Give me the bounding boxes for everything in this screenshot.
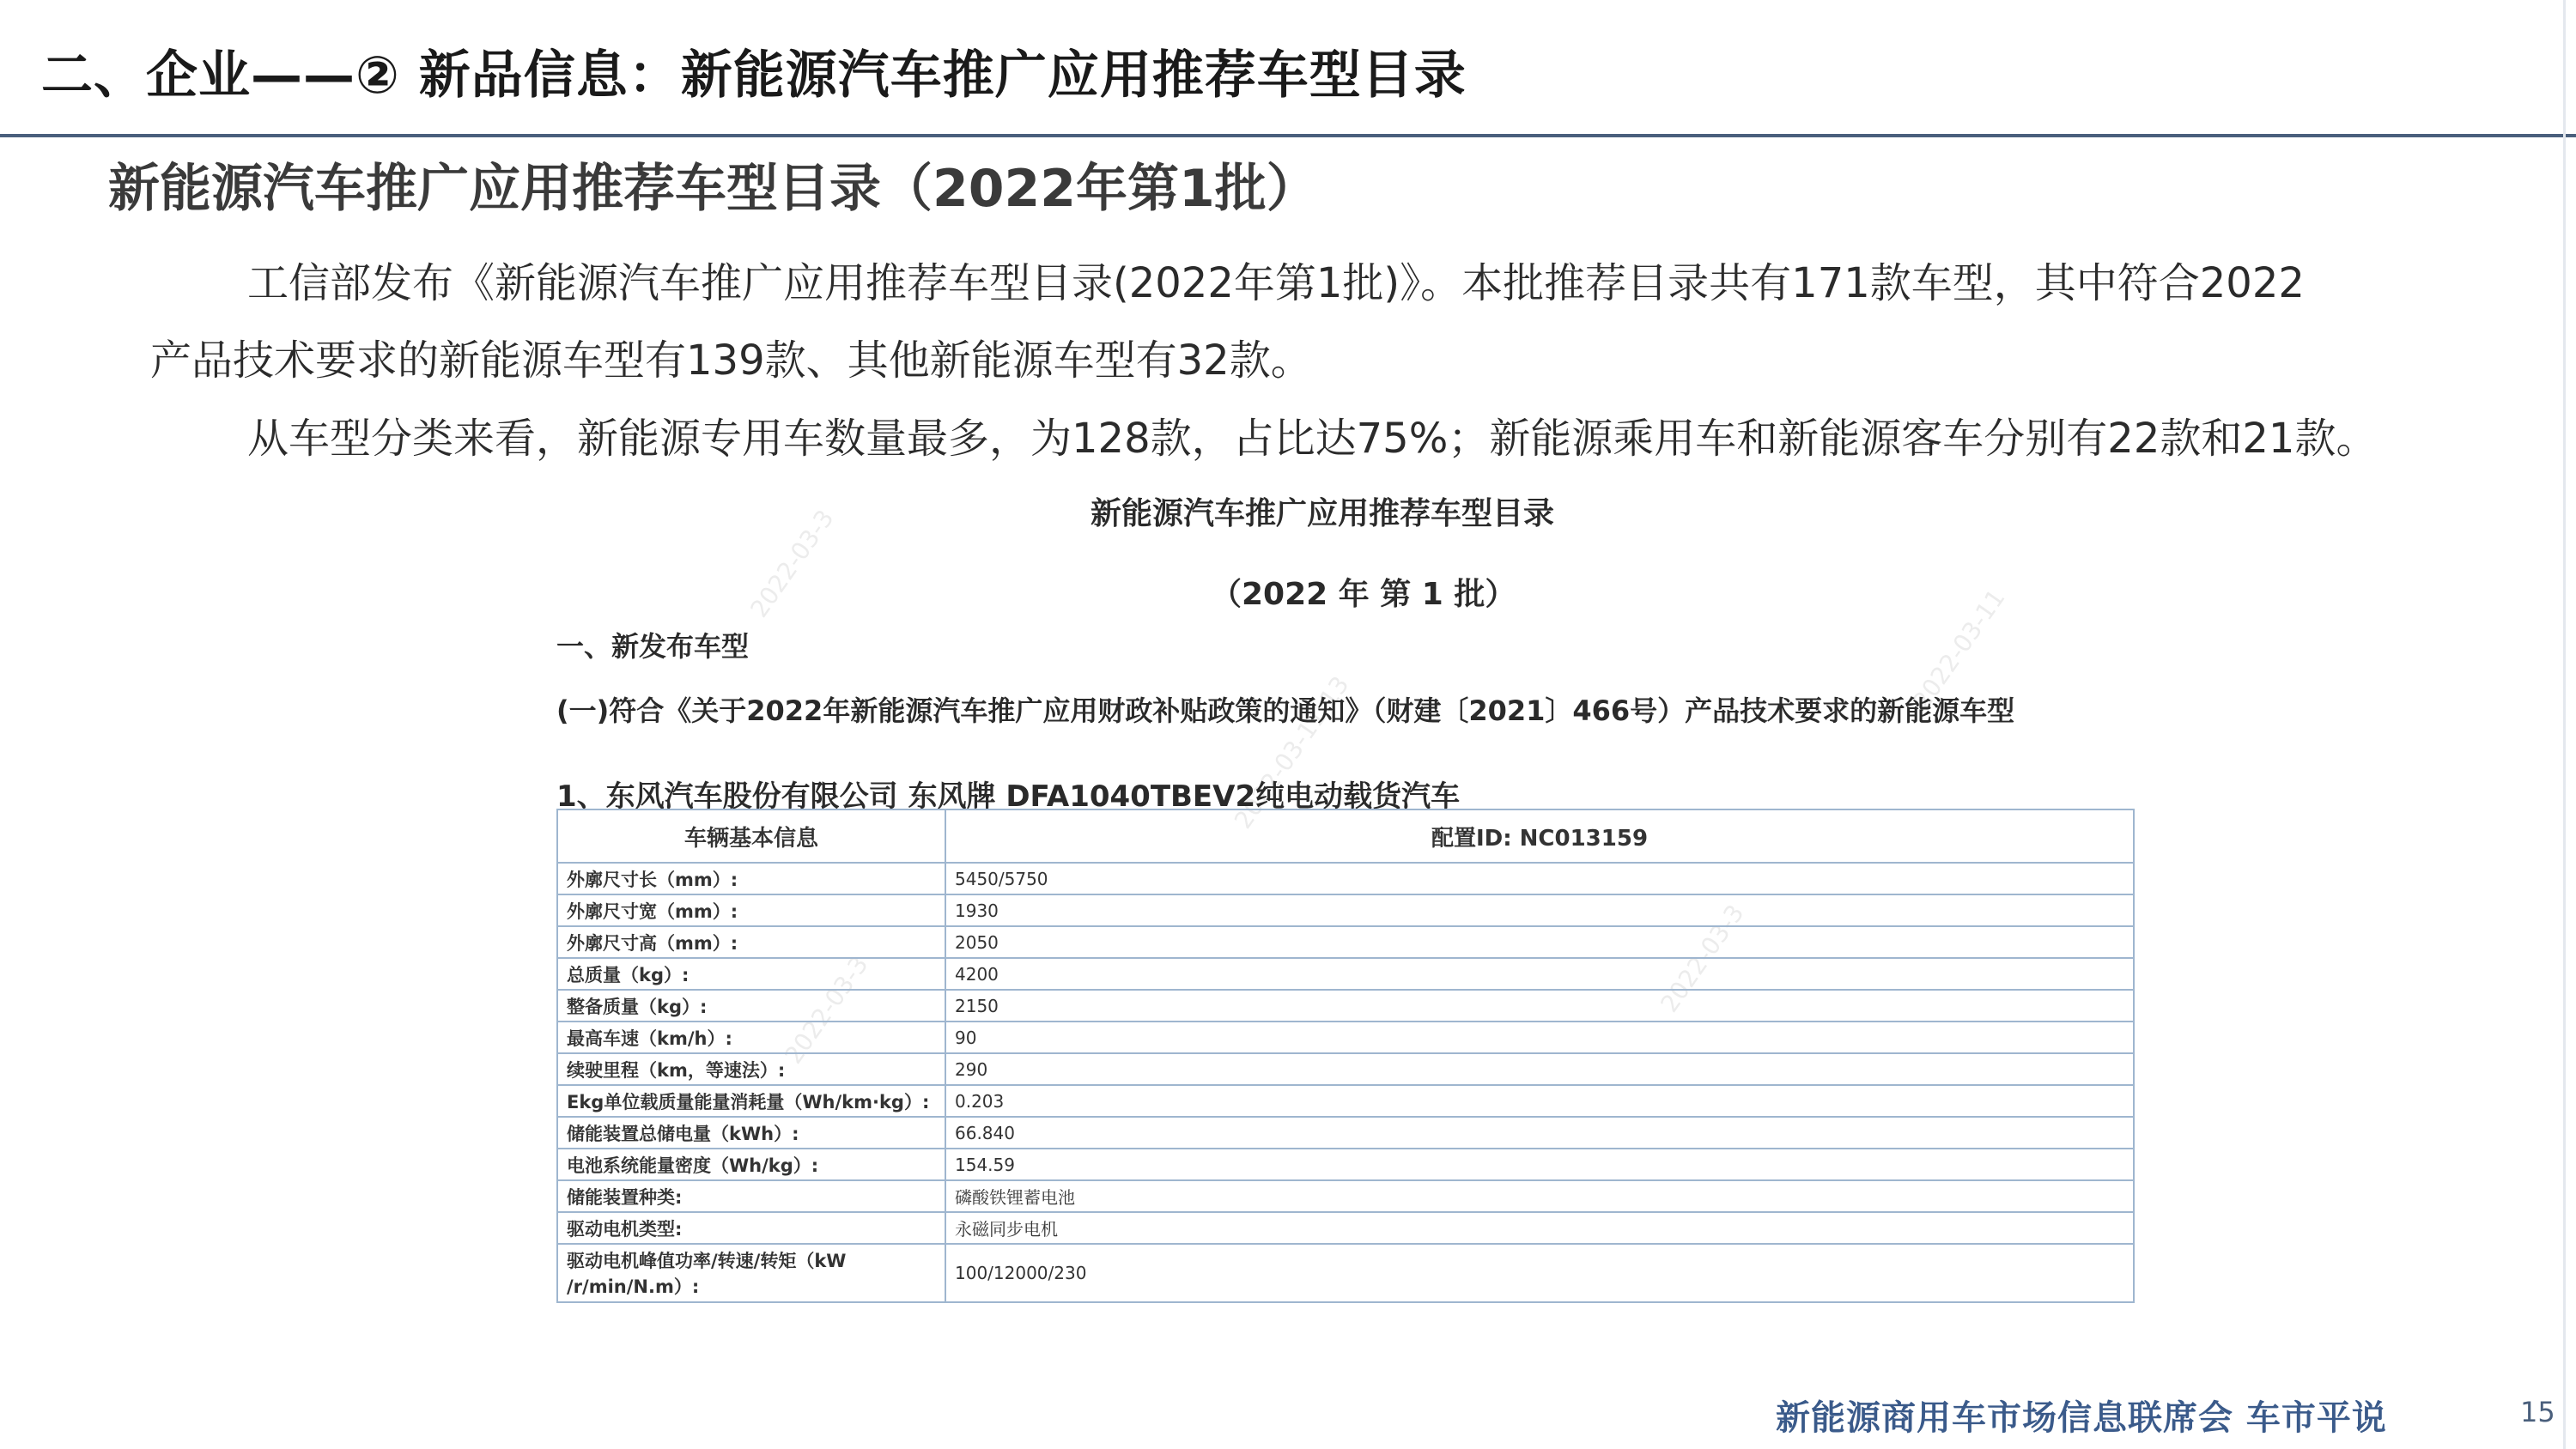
- spec-label: 储能装置总储电量（kWh）:: [557, 1117, 945, 1149]
- table-header-row: [557, 809, 2134, 863]
- spec-label: 最高车速（km/h）:: [557, 1022, 945, 1053]
- spec-label: 储能装置种类:: [557, 1180, 945, 1212]
- watermark: 2022-03-3: [744, 504, 840, 623]
- spec-label: Ekg单位载质量能量消耗量（Wh/km·kg）:: [557, 1085, 945, 1117]
- watermark: 2022-03-3: [1655, 899, 1750, 1018]
- spec-label: 外廓尺寸长（mm）:: [557, 863, 945, 894]
- title-divider: [0, 134, 2576, 137]
- spec-label: 整备质量（kg）:: [557, 990, 945, 1022]
- spec-value: 154.59: [945, 1149, 2134, 1180]
- spec-value: 永磁同步电机: [945, 1212, 2134, 1244]
- table-row: [557, 863, 2134, 894]
- slide-subtitle: 新能源汽车推广应用推荐车型目录（2022年第1批）: [108, 159, 1318, 219]
- spec-value: 100/12000/230: [945, 1244, 2134, 1302]
- paragraph-line-3: 从车型分类来看，新能源专用车数量最多，为128款，占比达75%；新能源乘用车和新能源客车分别有22款和21款。: [247, 415, 2378, 463]
- spec-value: 2050: [945, 926, 2134, 958]
- spec-label: 驱动电机峰值功率/转速/转矩（kW /r/min/N.m）:: [557, 1244, 945, 1302]
- table-row: [557, 1053, 2134, 1085]
- paragraph-line-1: 工信部发布《新能源汽车推广应用推荐车型目录(2022年第1批)》。本批推荐目录共有171款车型，其中符合2022: [247, 259, 2305, 307]
- document-title: 新能源汽车推广应用推荐车型目录: [1091, 496, 1555, 531]
- table-row: [557, 1212, 2134, 1244]
- spec-label: 总质量（kg）:: [557, 958, 945, 990]
- vehicle-spec-table: [556, 809, 2135, 1303]
- table-row: [557, 1244, 2134, 1302]
- spec-value: 4200: [945, 958, 2134, 990]
- paragraph-line-2: 产品技术要求的新能源车型有139款、其他新能源车型有32款。: [150, 336, 1312, 385]
- spec-label: 续驶里程（km，等速法）:: [557, 1053, 945, 1085]
- watermark: 2022-03-3: [779, 950, 874, 1070]
- spec-value: 66.840: [945, 1117, 2134, 1149]
- spec-label: 电池系统能量密度（Wh/kg）:: [557, 1149, 945, 1180]
- table-header-cell: 车辆基本信息: [557, 809, 945, 863]
- table-header-cell: 配置ID: NC013159: [945, 809, 2134, 863]
- spec-value: 磷酸铁锂蓄电池: [945, 1180, 2134, 1212]
- section-subheading: (一)符合《关于2022年新能源汽车推广应用财政补贴政策的通知》（财建〔2021〕466号）产品技术要求的新能源车型: [556, 694, 2015, 727]
- vehicle-entry-title: 1、东风汽车股份有限公司 东风牌 DFA1040TBEV2纯电动载货汽车: [556, 779, 1461, 814]
- table-row: [557, 1180, 2134, 1212]
- spec-label: 驱动电机类型:: [557, 1212, 945, 1244]
- table-row: [557, 1085, 2134, 1117]
- spec-value: 90: [945, 1022, 2134, 1053]
- right-edge-rule: [2563, 0, 2566, 1449]
- catalog-document-excerpt: [550, 481, 2147, 1305]
- spec-label: 外廓尺寸高（mm）:: [557, 926, 945, 958]
- spec-value: 1930: [945, 894, 2134, 926]
- table-row: [557, 990, 2134, 1022]
- slide-title: 二、企业——② 新品信息：新能源汽车推广应用推荐车型目录: [41, 45, 1467, 106]
- spec-value: 2150: [945, 990, 2134, 1022]
- document-batch: （2022 年 第 1 批）: [1211, 577, 1516, 612]
- footer-organization: 新能源商用车市场信息联席会 车市平说: [1776, 1398, 2387, 1438]
- table-row: [557, 894, 2134, 926]
- table-row: [557, 1022, 2134, 1053]
- spec-value: 290: [945, 1053, 2134, 1085]
- spec-label: 外廓尺寸宽（mm）:: [557, 894, 945, 926]
- section-heading: 一、新发布车型: [556, 630, 750, 663]
- watermark: 2022-03-11-13: [1228, 670, 1355, 834]
- table-row: [557, 1117, 2134, 1149]
- watermark: 2022-03-11: [1907, 584, 2011, 715]
- table-row: [557, 926, 2134, 958]
- table-row: [557, 1149, 2134, 1180]
- page-number: 15: [2520, 1396, 2555, 1428]
- spec-value: 5450/5750: [945, 863, 2134, 894]
- table-row: [557, 958, 2134, 990]
- spec-value: 0.203: [945, 1085, 2134, 1117]
